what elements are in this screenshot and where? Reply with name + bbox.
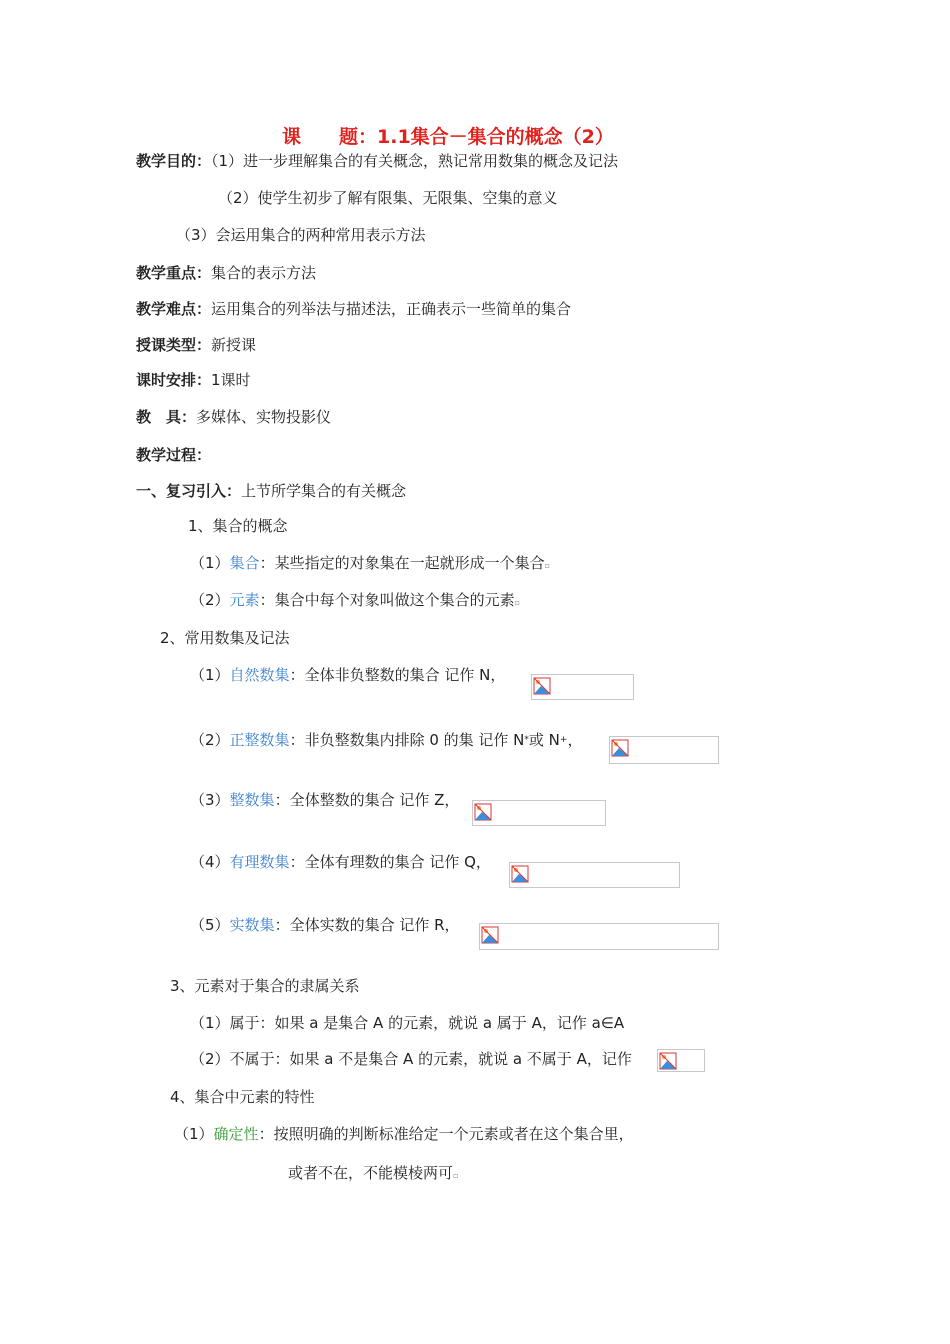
objectives-label: 教学目的：: [136, 152, 212, 170]
key-point-line: [136, 262, 316, 284]
formula-image-placeholder: [657, 1049, 705, 1072]
formula-image-placeholder: [479, 923, 719, 950]
property-1-continued: [288, 1162, 458, 1187]
relation-1: （1）属于：如果 a 是集合 A 的元素，就说 a 属于 A，记作 a∈A: [190, 1014, 625, 1032]
lesson-type-line: [136, 334, 256, 356]
numset-4-term: 有理数集: [229, 853, 290, 871]
numset-3-num: （3）: [190, 791, 230, 809]
numset-3-term: 整数集: [229, 791, 275, 809]
numset-1: [190, 664, 505, 686]
concept-1-num: （1）: [190, 554, 230, 572]
broken-image-icon: [511, 865, 529, 883]
numset-2-sup: *: [524, 735, 529, 745]
lesson-type-label: 授课类型：: [136, 336, 212, 354]
page-title: 课 题：1.1集合－集合的概念（2）: [282, 126, 614, 148]
property-1-text: ：按照明确的判断标准给定一个元素或者在这个集合里，: [258, 1125, 634, 1143]
broken-image-icon: [533, 677, 551, 695]
numset-2-end: ，: [567, 731, 583, 749]
property-1: [174, 1123, 634, 1145]
objective-1: （1）进一步理解集合的有关概念，熟记常用数集的概念及记法: [211, 152, 619, 170]
section1-text: 上节所学集合的有关概念: [241, 482, 407, 500]
process-label: 教学过程：: [136, 446, 212, 464]
schedule-line: [136, 369, 251, 391]
difficulty-line: [136, 298, 571, 320]
formula-image-placeholder: [472, 800, 606, 826]
schedule-label: 课时安排：: [136, 371, 212, 389]
broken-image-icon: [474, 803, 492, 821]
relation-2: （2）不属于：如果 a 不是集合 A 的元素，就说 a 不属于 A，记作: [190, 1050, 632, 1068]
numset-4-num: （4）: [190, 853, 230, 871]
numset-2-sub: +: [559, 735, 568, 745]
property-1-term: 确定性: [213, 1125, 259, 1143]
numset-5-num: （5）: [190, 916, 230, 934]
objectives-line-1: [136, 150, 618, 172]
schedule-text: 1课时: [211, 371, 251, 389]
numset-1-term: 自然数集: [229, 666, 290, 684]
broken-image-icon: [611, 739, 629, 757]
key-point-text: 集合的表示方法: [211, 264, 317, 282]
concept-1-term: 集合: [229, 554, 260, 572]
sub-heading-3: 3、元素对于集合的隶属关系: [170, 977, 360, 995]
broken-image-icon: [481, 926, 499, 944]
concept-2-term: 元素: [229, 591, 260, 609]
property-1-cont-text: 或者不在，不能模棱两可: [288, 1164, 454, 1182]
numset-2-mid: 或 N: [528, 731, 560, 749]
numset-2-text: ：非负整数集内排除 0 的集 记作 N: [289, 731, 525, 749]
paragraph-mark: ▫: [453, 1171, 459, 1180]
formula-image-placeholder: [609, 736, 719, 764]
sub-heading-1: 1、集合的概念: [188, 517, 288, 535]
tools-label: 教 具：: [136, 408, 197, 426]
paragraph-mark: ▫: [544, 561, 550, 570]
numset-2: [190, 729, 582, 751]
numset-3-text: ：全体整数的集合 记作 Z，: [274, 791, 460, 809]
lesson-type-text: 新授课: [211, 336, 257, 354]
formula-image-placeholder: [509, 862, 680, 888]
numset-5-text: ：全体实数的集合 记作 R，: [274, 916, 460, 934]
concept-1: [190, 552, 550, 577]
section1-label: 一、复习引入：: [136, 482, 242, 500]
broken-image-icon: [659, 1052, 677, 1070]
numset-4: [190, 851, 491, 873]
numset-3: [190, 789, 459, 811]
property-1-num: （1）: [174, 1125, 214, 1143]
section1-line: [136, 480, 406, 502]
concept-1-text: ：某些指定的对象集在一起就形成一个集合: [259, 554, 545, 572]
difficulty-text: 运用集合的列举法与描述法，正确表示一些简单的集合: [211, 300, 572, 318]
concept-2-num: （2）: [190, 591, 230, 609]
numset-2-num: （2）: [190, 731, 230, 749]
numset-4-text: ：全体有理数的集合 记作 Q，: [289, 853, 491, 871]
numset-5-term: 实数集: [229, 916, 275, 934]
tools-text: 多媒体、实物投影仪: [196, 408, 332, 426]
concept-2: [190, 589, 520, 614]
numset-1-text: ：全体非负整数的集合 记作 N，: [289, 666, 506, 684]
key-point-label: 教学重点：: [136, 264, 212, 282]
difficulty-label: 教学难点：: [136, 300, 212, 318]
sub-heading-2: 2、常用数集及记法: [160, 629, 290, 647]
numset-2-term: 正整数集: [229, 731, 290, 749]
tools-line: [136, 406, 331, 428]
paragraph-mark: ▫: [514, 598, 520, 607]
numset-5: [190, 914, 460, 936]
concept-2-text: ：集合中每个对象叫做这个集合的元素: [259, 591, 515, 609]
sub-heading-4: 4、集合中元素的特性: [170, 1088, 315, 1106]
numset-1-num: （1）: [190, 666, 230, 684]
objective-2: （2）使学生初步了解有限集、无限集、空集的意义: [218, 189, 558, 207]
formula-image-placeholder: [531, 674, 634, 700]
objective-3: （3）会运用集合的两种常用表示方法: [176, 226, 426, 244]
